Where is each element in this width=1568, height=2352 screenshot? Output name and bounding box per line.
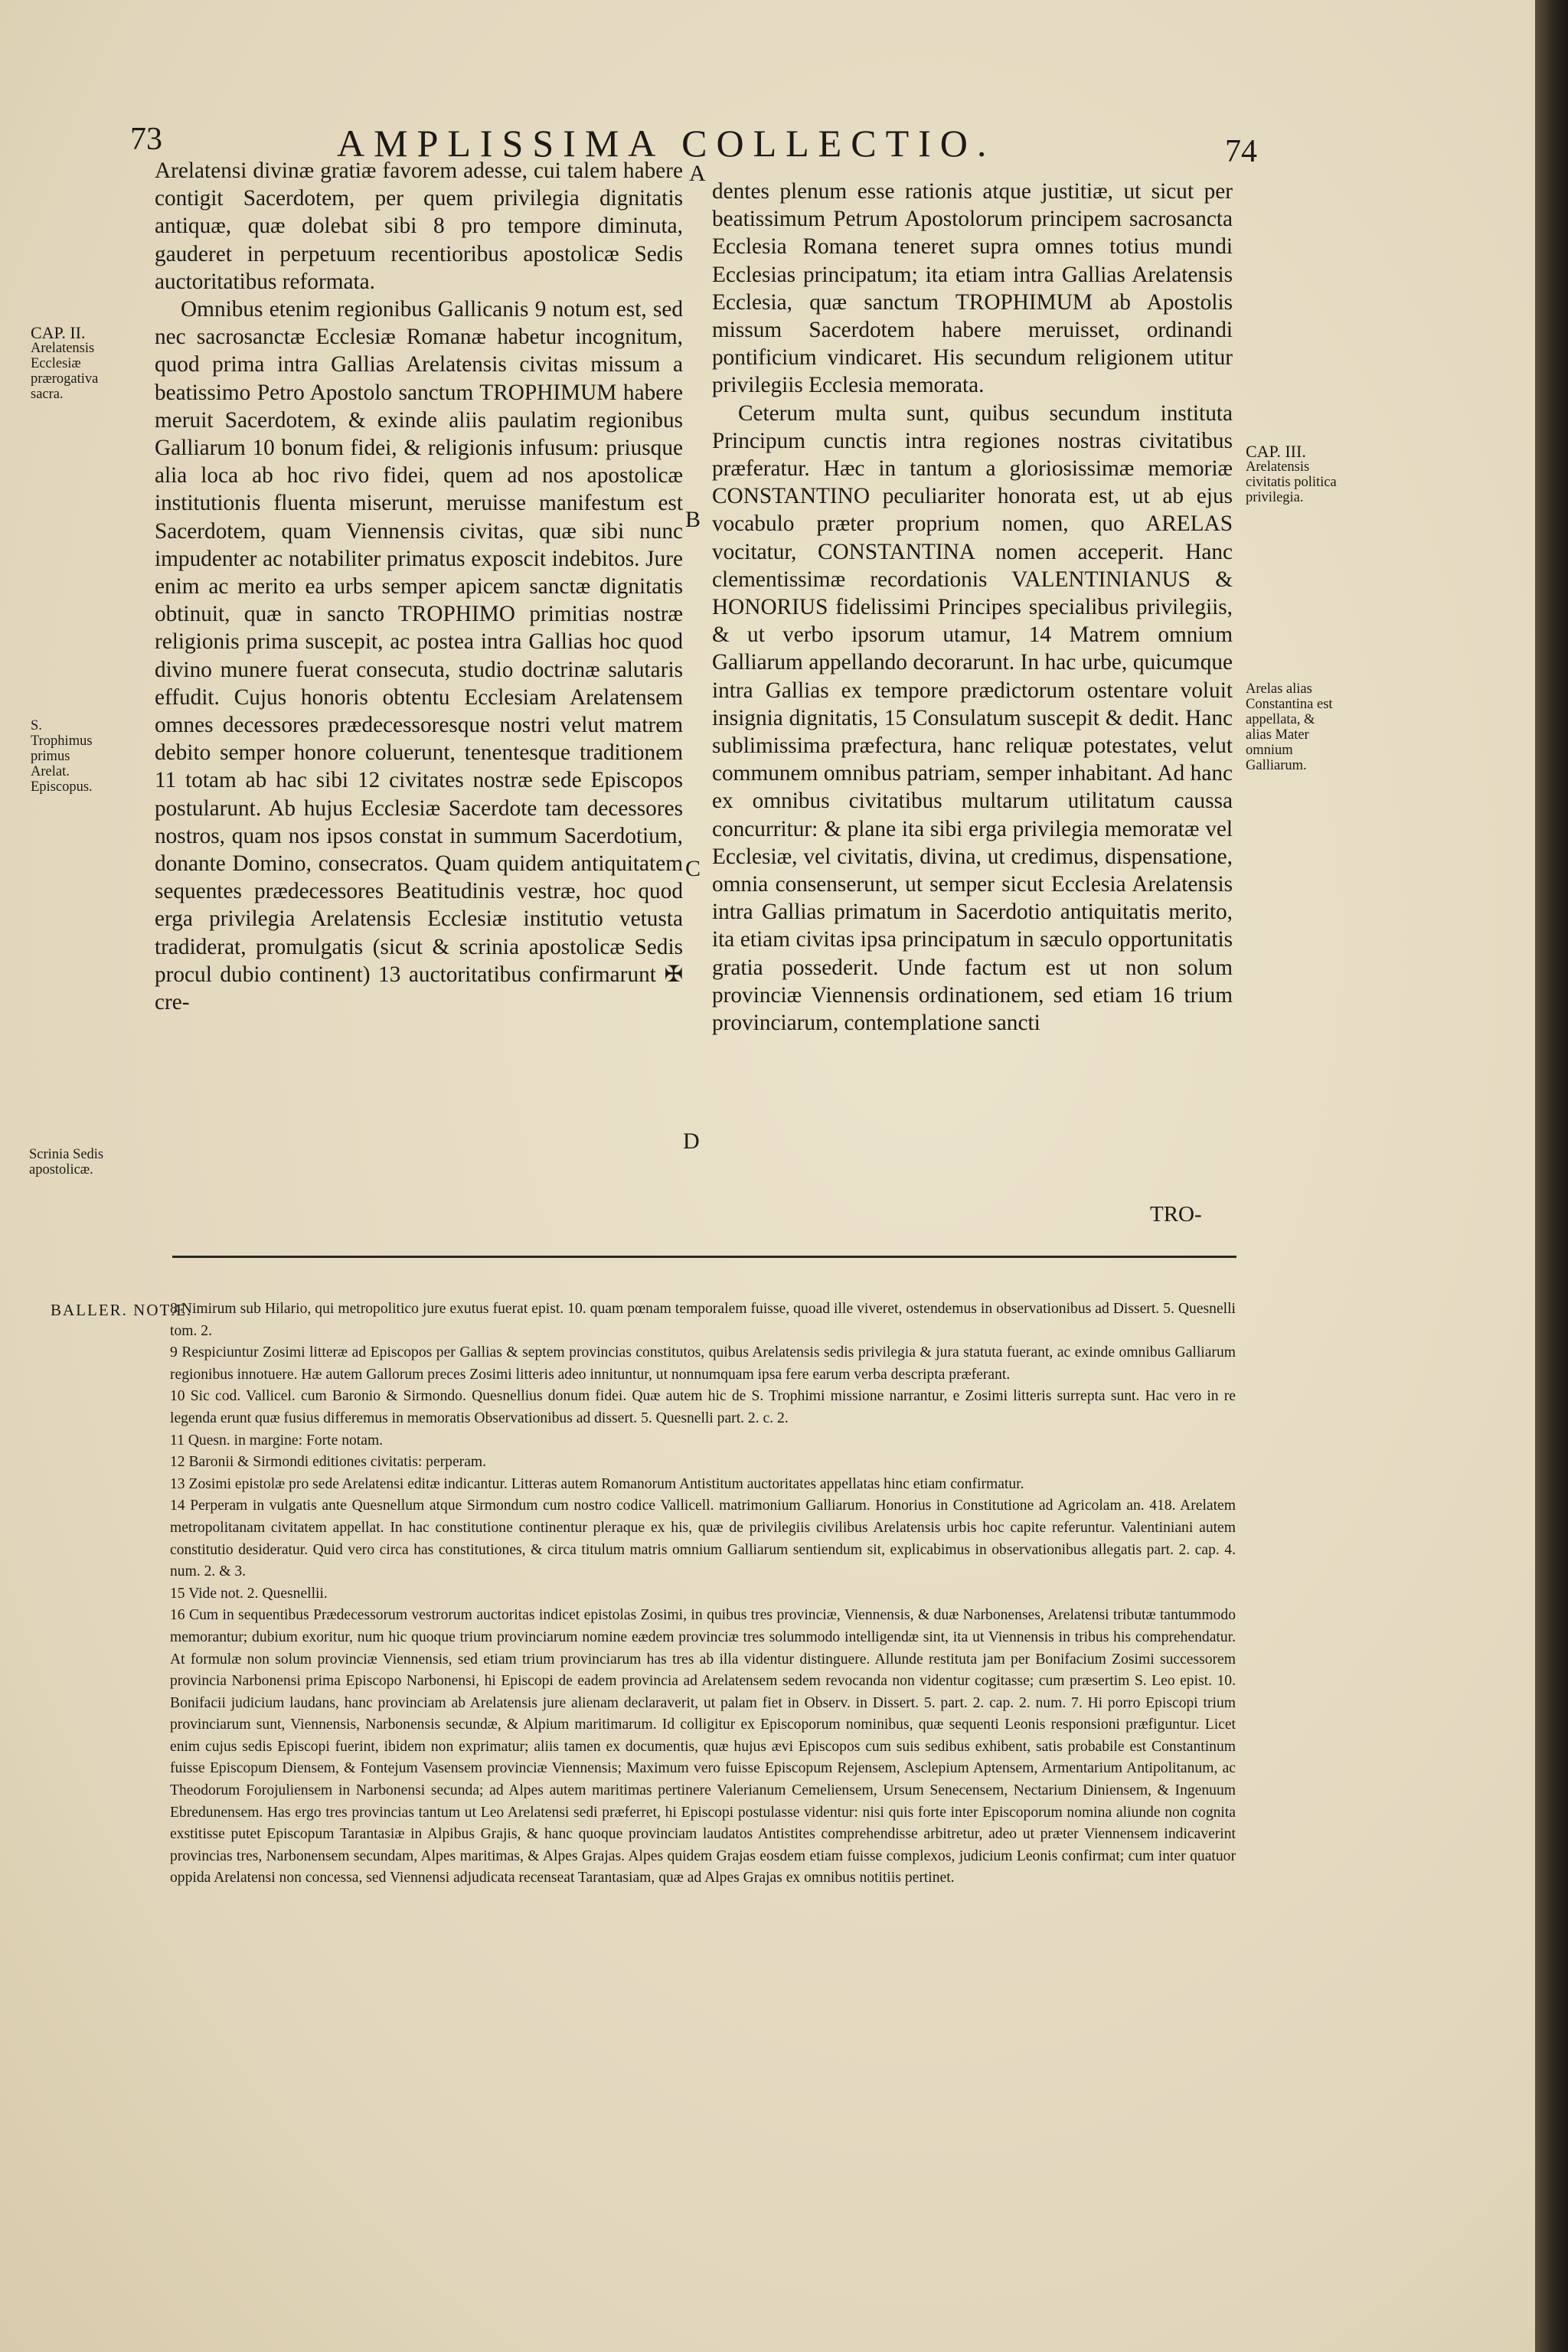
- section-letter-a: A: [689, 161, 706, 186]
- paragraph: Ceterum multa sunt, quibus secundum instituta Principum cunctis intra regiones nostras civitatibus præferatur. Hæc in tantum a gloriosissimæ memoriæ CONSTANTINO peculiariter honorata est, ut ab ejus vocabulo præter proprium nomen, quo ARELAS vocitatur, CONSTANTINA nomen acceperit. Hanc clementissimæ recordationis VALENTINIANUS & HONORIUS fidelissimi Principes specialibus privilegiis, & ut verbo ipsorum utamur, 14 Matrem omnium Galliarum appellando decorarunt. In hac urbe, quicumque intra Gallias ex tempore prædictorum ostentare voluit insignia dignitatis, 15 Consulatum suscepit & dedit. Hanc sublimissima præfectura, hanc reliquæ potestates, velut communem omnibus patriam, semper inhabitant. Ad hanc ex omnibus civitatibus multarum utilitatum caussa concurritur: & plane ita sibi erga privilegia memoratæ vel Ecclesiæ, vel civitatis, divina, ut credimus, dispensatione, omnia consenserunt, ut semper sicut Ecclesia Arelatensis intra Gallias primatum in Sacerdotio antiquitatis merito, ita etiam civitas ipsa principatum in sæculo opportunitatis gratia possederit. Unde factum est ut non solum provinciæ Viennensis ordinationem, sed etiam 16 trium provinciarum, contemplatione sancti: [712, 400, 1233, 1036]
- section-letter-c: C: [685, 856, 701, 881]
- notes-label: BALLER. NOTÆ.: [51, 1301, 193, 1319]
- margin-note-cap2-text: Arelatensis Ecclesiæ prærogativa sacra.: [31, 341, 99, 402]
- margin-note-cap2-title: CAP. II.: [31, 323, 86, 342]
- page-number-left: 73: [130, 122, 162, 157]
- page-number-right: 74: [1225, 134, 1257, 169]
- footnote: 16 Cum in sequentibus Prædecessorum vestrorum auctoritas indicet epistolas Zosimi, in quibus tres provinciæ, Viennensis, & duæ Narbonenses, Arelatensi tributæ tantummodo memorantur; dubium exoritur, num hic quoque trium provinciarum nomine eædem provinciæ tres solummodo intelligendæ sint, ita ut Viennensis in tribus his comprehendatur. At formulæ non solum provinciæ Viennensis, sed etiam trium provinciarum has tres ab illa videntur distinguere. Allunde restituta jam per Bonifacium Zosimi successorem provincia Narbonensi prima Episcopo Narbonensi, hi Episcopi de eadem provincia ad Arelatensem sedem revocanda non videntur cogitasse; cum præsertim S. Leo epist. 10. Bonifacii judicium laudans, hanc provinciam ab Arelatensis jure alienam declaraverit, ut palam fiet in Observ. in Dissert. 5. part. 2. cap. 2. num. 7. Hi porro Episcopi trium provinciarum sunt, Viennensis, Narbonensis secundæ, & Alpium maritimarum. Id colligitur ex Episcoporum nominibus, quæ sequenti Leonis responsioni præfiguntur. Licet enim cujus sedis Episcopi fuerint, ibidem non exprimatur; aliis tamen ex documentis, quæ hujus ævi Episcopos cum suis sedibus exhibent, satis probabile est Constantinum fuisse Episcopum Diensem, & Fontejum Vasensem provinciæ Viennensis; Maximum vero fuisse Episcopum Rejensem, Asclepium Aptensem, Armentarium Antipolitanum, ac Theodorum Forojuliensem in Narbonensi secunda; ad Alpes autem maritimas pertinere Valerianum Cemeliensem, Ursum Senecensem, Nectarium Diniensem, & Ingenuum Ebredunensem. Has ergo tres provincias tantum ut Leo Arelatensi sedi præferret, hi Episcopi postulasse videntur: nisi quis forte inter Episcoporum nomina aliunde non cognita exstitisse putet Episcopum Tarantasiæ in Alpibus Grajis, & hanc quoque provinciam laudatos Antistites comprehendisse arbitretur, adeo ut præter Viennensem indicaverint provincias tres, Narbonensem secundam, Alpes maritimas, & Alpes Grajas. Alpes quidem Grajas eosdem etiam fuisse complexos, judicium Leonis confirmat; cum inter quatuor oppida Arelatensi non concessa, sed Viennensi adjudicata recenseat Tarantasiam, quæ ad Alpes Grajas ex omnibus notitiis pertinet.: [170, 1607, 1236, 1886]
- section-letter-b: B: [685, 507, 701, 532]
- paragraph: Arelatensi divinæ gratiæ favorem adesse, cui talem habere contigit Sacerdotem, per quem privilegia dignitatis antiquæ, quæ dolebat sibi 8 pro tempore diminuta, gauderet in perpetuum recentioribus apostolicæ Sedis auctoritatibus reformata.: [155, 158, 683, 294]
- margin-note-trophimus: S. Trophimus primus Arelat. Episcopus.: [31, 718, 93, 795]
- running-title: AMPLISSIMA COLLECTIO.: [337, 122, 996, 165]
- margin-note-cap3: [1246, 444, 1345, 505]
- footnote-divider: [172, 1256, 1236, 1258]
- book-spine-edge: [1535, 0, 1568, 2352]
- footnote: 11 Quesn. in margine: Forte notam.: [170, 1432, 384, 1449]
- footnote: 10 Sic cod. Vallicel. cum Baronio & Sirmondo. Quesnellius donum fidei. Quæ autem hic de S. Trophimi missione narrantur, e Zosimi litteris surrepta sunt. Hac vero in re legenda erunt quæ fusius differemus in memoratis Observationibus ad dissert. 5. Quesnelli part. 2. c. 2.: [170, 1388, 1236, 1426]
- footnote: 9 Respiciuntur Zosimi litteræ ad Episcopos per Gallias & septem provincias constitutos, quibus Arelatensis sedis privilegia & jura statuta fuerant, ac exinde omnibus Galliarum regionibus innotuere. Hæ autem Gallorum preces Zosimi litteris adeo innituntur, ut nonnumquam ipsa fere earum verba descripta præferant.: [170, 1344, 1236, 1383]
- paragraph: Omnibus etenim regionibus Gallicanis 9 notum est, sed nec sacrosanctæ Ecclesiæ Romanæ habetur incognitum, quod prima intra Gallias Arelatensis civitas missum a beatissimo Petro Apostolo sanctum TROPHIMUM habere meruit Sacerdotem, & exinde aliis paulatim regionibus Galliarum 10 bonum fidei, & religionis infusum: priusque alia loca ab hoc rivo fidei, quem ad nos apostolicæ institutionis fluenta miserunt, meruisse manifestum est Sacerdotem, quam Viennensis civitas, quæ sibi nunc impudenter ac notabiliter primatus exposcit indebitos. Jure enim ac merito ea urbs semper apicem sanctæ dignitatis obtinuit, quæ in sancto TROPHIMO primitias nostræ religionis prima suscepit, ac postea intra Gallias hoc quod divino munere fuerat consecuta, studio doctrinæ salutaris effudit. Cujus honoris obtentu Ecclesiam Arelatensem omnes decessores prædecessoresque nostri velut matrem debito semper honore coluerunt, tenentesque traditionem 11 totam ab hac sibi 12 civitates nostræ sede Episcopos postularunt. Ab hujus Ecclesiæ Sacerdote tam decessores nostros, quam nos ipsos constat in summum Sacerdotium, donante Domino, consecratos. Quam quidem antiquitatem sequentes prædecessores Beatitudinis vestræ, hoc quod erga privilegia Arelatensis Ecclesiæ institutio vetusta tradiderat, promulgatis (sicut & scrinia apostolicæ Sedis procul dubio continent) 13 auctoritatibus confirmarunt ✠ cre-: [155, 297, 683, 1015]
- margin-note-arelas: Arelas alias Constantina est appellata, & alias Mater omnium Galliarum.: [1246, 681, 1333, 773]
- footnote: 15 Vide not. 2. Quesnellii.: [170, 1585, 328, 1602]
- footnote: 14 Perperam in vulgatis ante Quesnellum atque Sirmondum cum nostro codice Vallicell. matrimonium Galliarum. Honorius in Constitutione ad Agricolam an. 418. Arelatem metropolitanam civitatem appellat. In hac constitutione continentur pleraque ex his, quæ de privilegiis civilibus Arelatensis urbis hoc capite referuntur. Valentiniani autem constitutio desideratur. Quid vero circa has constitutiones, & circa titulum matris omnium Galliarum sentiendum sit, explicabimus in observationibus allegatis part. 2. cap. 4. num. 2. & 3.: [170, 1498, 1236, 1580]
- margin-note-cap2: [31, 325, 103, 402]
- right-text-column: [712, 178, 1233, 1037]
- section-letter-d: D: [683, 1129, 700, 1154]
- margin-note-cap3-title: CAP. III.: [1246, 442, 1306, 461]
- footnote: 12 Baronii & Sirmondi editiones civitatis: perperam.: [170, 1454, 487, 1471]
- paragraph: dentes plenum esse rationis atque justitiæ, ut sicut per beatissimum Petrum Apostolorum principem sacrosancta Ecclesia Romana teneret supra omnes totius mundi Ecclesias principatum; ita etiam intra Gallias Arelatensis Ecclesia, quæ sanctum TROPHIMUM ab Apostolis missum Sacerdotem habere meruisset, ordinandi pontificium vindicaret. His secundum religionem utitur privilegiis Ecclesia memorata.: [712, 179, 1233, 398]
- footnote: 13 Zosimi epistolæ pro sede Arelatensi editæ indicantur. Litteras autem Romanorum Antistitum auctoritates appellatas hinc etiam confirmatur.: [170, 1475, 1024, 1492]
- margin-note-scrinia: Scrinia Sedis apostolicæ.: [29, 1147, 104, 1178]
- footnote: 8 Nimirum sub Hilario, qui metropolitico jure exutus fuerat epist. 10. quam pœnam temporalem fuisse, quoad ille viveret, ostendemus in observationibus ad Dissert. 5. Quesnelli tom. 2.: [170, 1301, 1236, 1339]
- catchword: TRO-: [1150, 1202, 1202, 1227]
- footnotes: [170, 1298, 1236, 1890]
- margin-note-cap3-text: Arelatensis civitatis politica privilegia.: [1246, 459, 1337, 505]
- left-text-column: [155, 157, 683, 1016]
